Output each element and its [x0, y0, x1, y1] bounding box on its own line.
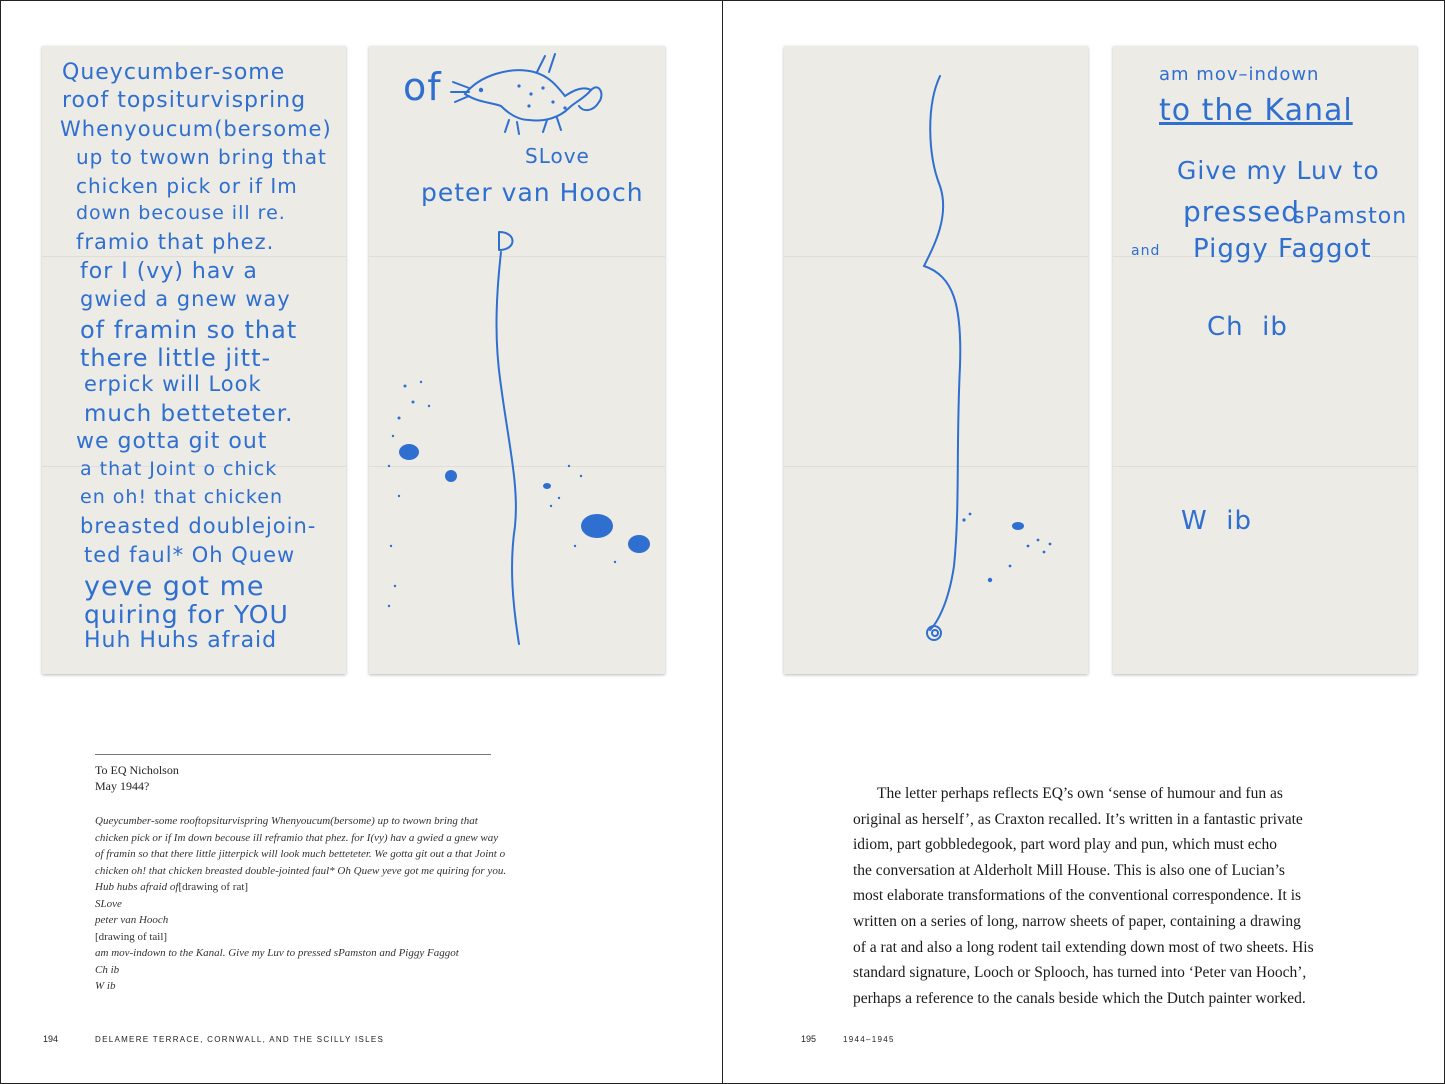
transcription-line — [95, 945, 495, 962]
transcription-text: W ib — [95, 980, 116, 992]
transcription-line — [95, 846, 506, 863]
handwritten-line: framio that phez. — [76, 230, 275, 255]
handwritten-line: chicken pick or if Im — [76, 173, 298, 198]
handwritten-line: for I (vy) hav a — [80, 258, 258, 284]
handwritten-line: up to twown bring that — [76, 145, 327, 170]
transcription-text: of framin so that there little jitterpick will look much betteteter. We gotta git out a that Joint o — [95, 848, 506, 860]
transcription-note: [drawing of tail] — [95, 930, 168, 943]
running-head-left: DELAMERE TERRACE, CORNWALL, AND THE SCILLY ISLES — [95, 1035, 385, 1044]
letter-sheet-1 — [42, 46, 346, 674]
handwritten-line: yeve got me — [84, 571, 265, 603]
handwritten-line-5b: Piggy Faggot — [1193, 234, 1372, 264]
handwritten-line: quiring for YOU — [84, 599, 289, 629]
transcription-text: Hub hubs afraid of — [95, 881, 179, 893]
letter-sheet-2 — [369, 46, 665, 674]
handwritten-wib: W ib — [1181, 506, 1252, 536]
transcription-line — [95, 896, 495, 913]
left-page — [0, 0, 722, 1084]
body-line: perhaps a reference to the canals beside which the Dutch painter worked. — [853, 989, 1306, 1007]
body-line: original as herself’, as Craxton recalled. It’s written in a fantastic private — [853, 810, 1303, 828]
handwritten-line-5a: and — [1131, 243, 1161, 259]
handwritten-slove: SLove — [525, 144, 590, 168]
transcription-line — [95, 813, 495, 830]
transcription-text: chicken pick or if Im down becouse ill reframio that phez. for I(vy) hav a gwied a gnew way — [95, 831, 499, 844]
caption-title: To EQ Nicholson — [95, 763, 179, 777]
handwritten-line-4b: sPamston — [1293, 204, 1408, 229]
caption-rule — [95, 754, 491, 755]
handwritten-line: down becouse ill re. — [76, 202, 286, 224]
page-number-left: 194 — [43, 1034, 59, 1044]
handwritten-line: there little jitt- — [80, 344, 272, 372]
transcription-line — [95, 830, 499, 847]
transcription-line — [95, 879, 495, 896]
page-number-right: 195 — [801, 1034, 817, 1044]
body-line: standard signature, Looch or Splooch, has turned into ‘Peter van Hooch’, — [853, 964, 1307, 982]
handwritten-line: breasted doublejoin- — [80, 514, 317, 539]
transcription-line — [95, 978, 495, 995]
letter-transcription — [95, 813, 507, 995]
handwritten-signature: peter van Hooch — [421, 178, 644, 207]
handwritten-line: Whenyoucum(bersome) — [60, 116, 332, 141]
handwritten-line: erpick will Look — [84, 372, 262, 397]
caption-date: May 1944? — [95, 779, 150, 793]
rat-drawing — [369, 46, 665, 674]
body-line: of a rat and also a long rodent tail extending down most of two sheets. His — [853, 938, 1314, 956]
transcription-text: chicken oh! that chicken breasted double-jointed faul* Oh Quew yeve got me quiring for you. — [95, 864, 507, 877]
handwritten-line: Queycumber-some — [62, 60, 286, 85]
transcription-line — [95, 962, 495, 979]
body-line: idiom, part gobbledegook, part word play and pun, which must echo — [853, 836, 1278, 854]
handwritten-line-2: to the Kanal — [1159, 93, 1353, 128]
handwritten-chib: Ch ib — [1207, 312, 1288, 342]
handwritten-line-3: Give my Luv to — [1177, 156, 1380, 185]
handwritten-line: Huh Huhs afraid — [84, 628, 278, 653]
transcription-text: SLove — [95, 897, 122, 910]
transcription-text: Ch ib — [95, 963, 120, 976]
body-line: most elaborate transformations of the conventional correspondence. It is — [853, 887, 1302, 905]
handwritten-line: ted faul* Oh Quew — [84, 542, 296, 567]
body-line: written on a series of long, narrow sheets of paper, containing a drawing — [853, 912, 1301, 930]
handwritten-line: en oh! that chicken — [80, 486, 283, 508]
letter-sheet-4 — [1113, 46, 1417, 674]
transcription-line — [95, 912, 495, 929]
handwritten-line: gwied a gnew way — [80, 287, 291, 312]
transcription-text: Queycumber-some rooftopsiturvispring Whenyoucum(bersome) up to twown bring that — [95, 815, 478, 827]
handwritten-line: a that Joint o chick — [80, 457, 278, 480]
transcription-text: am mov-indown to the Kanal. Give my Luv to pressed sPamston and Piggy Faggot — [95, 947, 459, 959]
handwritten-line-1: am mov–indown — [1159, 64, 1320, 85]
running-head-right: 1944–1945 — [843, 1035, 895, 1044]
body-line: The letter perhaps reflects EQ’s own ‘sense of humour and fun as — [877, 785, 1283, 802]
commentary-paragraph — [853, 781, 1353, 1011]
transcription-line — [95, 863, 507, 880]
handwritten-line: much betteteter. — [84, 400, 294, 427]
handwritten-of: of — [403, 65, 442, 109]
handwritten-line: of framin so that — [80, 315, 298, 344]
transcription-line — [95, 929, 495, 946]
tail-drawing — [784, 46, 1088, 674]
right-page — [722, 0, 1445, 1084]
transcription-text: peter van Hooch — [95, 914, 169, 926]
body-line: the conversation at Alderholt Mill House. This is also one of Lucian’s — [853, 861, 1285, 879]
handwritten-line-4a: pressed — [1183, 195, 1301, 228]
transcription-note: [drawing of rat] — [178, 881, 249, 893]
handwritten-line: we gotta git out — [76, 429, 268, 455]
letter-sheet-3 — [784, 46, 1088, 674]
handwritten-line: roof topsiturvispring — [62, 88, 307, 114]
